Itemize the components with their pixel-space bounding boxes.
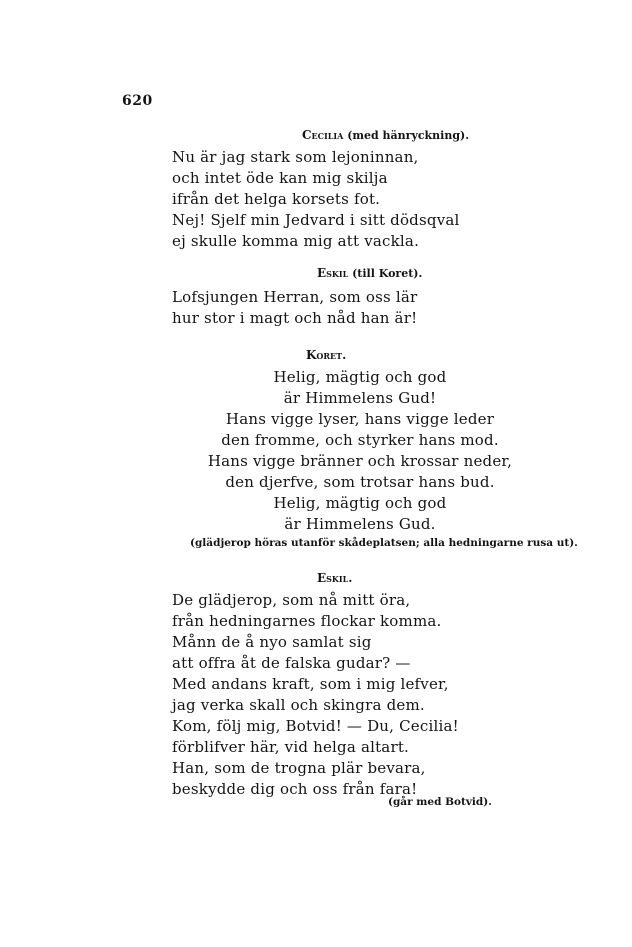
verse-line: Han, som de trogna plär bevara,: [172, 759, 426, 777]
speaker-name: Koret.: [306, 348, 347, 362]
speaker-direction: (till Koret).: [352, 267, 423, 280]
speaker-heading-eskil-2: [317, 571, 352, 585]
verse-line: den djerfve, som trotsar hans bud.: [225, 473, 495, 491]
verse-line: Hans vigge bränner och krossar neder,: [207, 452, 513, 470]
verse-line: Helig, mägtig och god: [273, 368, 447, 386]
verse-line: från hedningarnes flockar komma.: [172, 612, 442, 630]
verse-line: är Himmelens Gud.: [284, 515, 436, 533]
page-number: 620: [122, 93, 153, 109]
speaker-name: Cecilia: [302, 128, 344, 142]
stage-direction: (glädjerop höras utanför skådeplatsen; alla hedningarne rusa ut).: [190, 537, 578, 549]
speaker-name: Eskil.: [317, 571, 353, 585]
verse-line: Månn de å nyo samlat sig: [172, 633, 372, 651]
verse-line: Nej! Sjelf min Jedvard i sitt dödsqval: [172, 211, 460, 229]
verse-line: ifrån det helga korsets fot.: [172, 190, 381, 208]
verse-koret: [150, 367, 570, 535]
speaker-direction: (med hänryckning).: [347, 129, 470, 142]
verse-line: Kom, följ mig, Botvid! — Du, Cecilia!: [172, 717, 459, 735]
verse-line: Nu är jag stark som lejoninnan,: [172, 148, 419, 166]
verse-cecilia: [172, 147, 460, 252]
verse-line: ej skulle komma mig att vackla.: [172, 232, 420, 250]
verse-line: Helig, mägtig och god: [273, 494, 447, 512]
speaker-heading-koret: [306, 348, 346, 362]
verse-line: att offra åt de falska gudar? —: [172, 654, 411, 672]
speaker-heading-eskil: [317, 266, 422, 280]
verse-line: Med andans kraft, som i mig lefver,: [172, 675, 449, 693]
verse-line: De glädjerop, som nå mitt öra,: [172, 591, 411, 609]
exit-direction: (går med Botvid).: [388, 796, 492, 808]
verse-line: förblifver här, vid helga altart.: [172, 738, 410, 756]
verse-line: är Himmelens Gud!: [283, 389, 437, 407]
speaker-heading-cecilia: [302, 128, 469, 142]
verse-eskil-1: [172, 287, 417, 329]
verse-line: beskydde dig och oss från fara!: [172, 780, 418, 798]
speaker-name: Eskil: [317, 266, 349, 280]
verse-line: Lofsjungen Herran, som oss lär: [172, 288, 418, 306]
verse-line: hur stor i magt och nåd han är!: [172, 309, 418, 327]
verse-line: Hans vigge lyser, hans vigge leder: [225, 410, 495, 428]
verse-line: och intet öde kan mig skilja: [172, 169, 388, 187]
verse-line: jag verka skall och skingra dem.: [172, 696, 425, 714]
verse-eskil-2: [172, 590, 459, 800]
verse-line: den fromme, och styrker hans mod.: [221, 431, 499, 449]
